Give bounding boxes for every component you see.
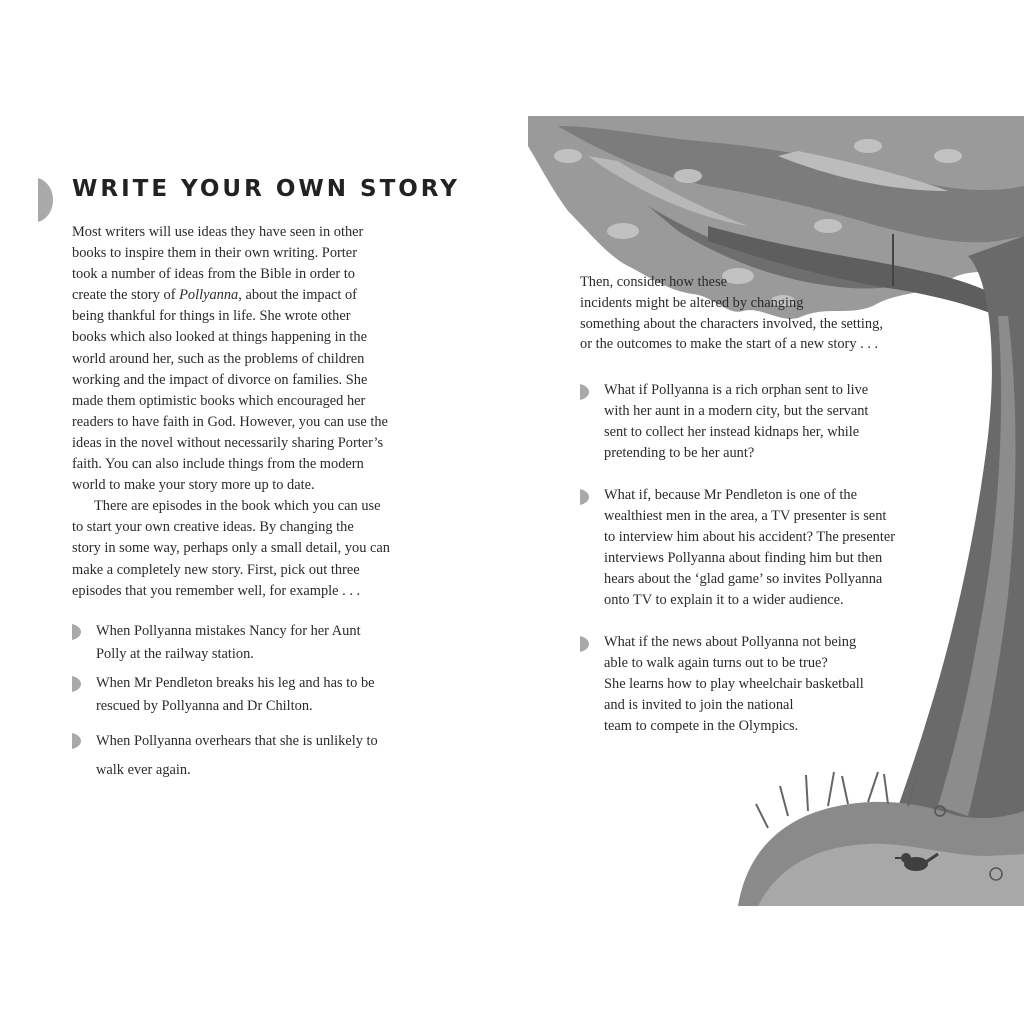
- book-title: Pollyanna: [179, 287, 239, 304]
- text-line: world to make your story more up to date.: [72, 477, 315, 494]
- text-line: hears about the ‘glad game’ so invites Pollyanna: [604, 571, 883, 588]
- text-line: made them optimistic books which encouraged her: [72, 392, 366, 409]
- text-line: story in some way, perhaps only a small detail, you can: [72, 540, 390, 557]
- text-line: and is invited to join the national: [604, 697, 794, 714]
- bullet-marker-icon: [580, 384, 589, 400]
- episode-text: [96, 620, 361, 666]
- paragraph-1: [72, 222, 442, 496]
- text-line: wealthiest men in the area, a TV presenter is sent: [604, 508, 887, 525]
- text-line: being thankful for things in life. She wrote other: [72, 308, 351, 325]
- text-fragment: create the story of: [72, 287, 180, 304]
- text-line: with her aunt in a modern city, but the servant: [604, 403, 869, 420]
- episode-text: [96, 727, 378, 785]
- text-line: When Mr Pendleton breaks his leg and has to be: [96, 675, 375, 691]
- text-line: or the outcomes to make the start of a new story . . .: [580, 336, 879, 353]
- paragraph-2: [72, 496, 442, 601]
- text-line: incidents might be altered by changing: [580, 294, 804, 311]
- text-line: [72, 285, 442, 306]
- intro-paragraphs: [72, 222, 442, 602]
- text-line: episodes that you remember well, for example . . .: [72, 582, 361, 599]
- text-line: There are episodes in the book which you can use: [94, 498, 381, 515]
- text-line: What if, because Mr Pendleton is one of the: [604, 487, 857, 503]
- text-line: ideas in the novel without necessarily sharing Porter’s: [72, 434, 384, 451]
- text-line: sent to collect her instead kidnaps her, while: [604, 424, 860, 441]
- text-line: walk ever again.: [96, 762, 191, 778]
- what-if-text: [604, 380, 868, 464]
- bullet-marker-icon: [580, 489, 589, 505]
- page-title: WRITE YOUR OWN STORY: [72, 176, 460, 202]
- text-line: rescued by Pollyanna and Dr Chilton.: [96, 698, 313, 714]
- text-line: When Pollyanna overhears that she is unlikely to: [96, 733, 378, 749]
- text-line: team to compete in the Olympics.: [604, 718, 799, 735]
- bullet-marker-icon: [580, 636, 589, 652]
- text-line: Then, consider how these: [580, 274, 728, 290]
- what-if-text: [604, 632, 864, 737]
- text-line: When Pollyanna mistakes Nancy for her Aunt: [96, 623, 361, 639]
- text-line: books to inspire them in their own writing. Porter: [72, 245, 357, 262]
- text-line: What if Pollyanna is a rich orphan sent to live: [604, 382, 869, 398]
- text-line: readers to have faith in God. However, you can use the: [72, 413, 388, 430]
- text-line: Most writers will use ideas they have seen in other: [72, 224, 364, 240]
- text-line: faith. You can also include things from the modern: [72, 456, 364, 473]
- text-line: She learns how to play wheelchair basketball: [604, 676, 864, 693]
- text-line: to interview him about his accident? The presenter: [604, 529, 896, 546]
- what-if-text: [604, 485, 895, 612]
- text-line: something about the characters involved, the setting,: [580, 315, 883, 332]
- text-line: Polly at the railway station.: [96, 646, 254, 662]
- bullet-marker-icon: [72, 624, 81, 640]
- heading-tab-marker: [38, 178, 54, 222]
- text-line: books which also looked at things happening in the: [72, 329, 367, 346]
- text-line: onto TV to explain it to a wider audience.: [604, 592, 844, 609]
- episode-text: [96, 672, 375, 718]
- bullet-marker-icon: [72, 676, 81, 692]
- text-line: make a completely new story. First, pick out three: [72, 561, 360, 578]
- text-line: What if the news about Pollyanna not being: [604, 634, 857, 650]
- text-line: working and the impact of divorce on families. She: [72, 371, 368, 388]
- text-line: world around her, such as the problems of children: [72, 350, 365, 367]
- text-line: took a number of ideas from the Bible in order to: [72, 266, 355, 283]
- text-line: to start your own creative ideas. By changing the: [72, 519, 354, 536]
- text-line: interviews Pollyanna about finding him but then: [604, 550, 883, 567]
- text-line: pretending to be her aunt?: [604, 445, 755, 462]
- text-fragment: , about the impact of: [238, 287, 357, 304]
- right-intro: [580, 272, 940, 355]
- bullet-marker-icon: [72, 733, 81, 749]
- text-line: able to walk again turns out to be true?: [604, 655, 828, 672]
